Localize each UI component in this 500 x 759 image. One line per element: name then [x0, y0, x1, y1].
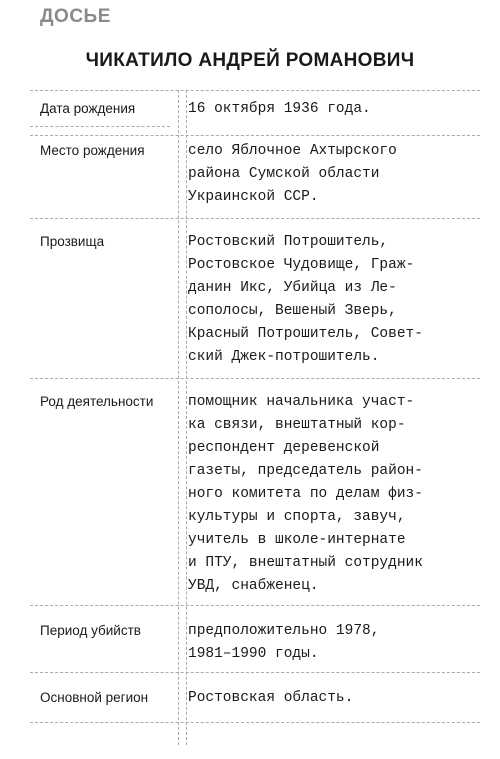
value-line: ного комитета по делам физ- — [188, 486, 423, 502]
divider — [30, 126, 170, 127]
divider — [30, 722, 480, 723]
value-line: респондент деревенской — [188, 440, 380, 456]
value-line: УВД, снабженец. — [188, 578, 319, 594]
divider — [30, 605, 480, 606]
divider — [30, 90, 480, 91]
field-label: Род деятельности — [40, 394, 154, 409]
divider — [30, 672, 480, 673]
value-line: данин Икс, Убийца из Ле- — [188, 280, 397, 296]
dossier-title: ЧИКАТИЛО АНДРЕЙ РОМАНОВИЧ — [85, 50, 415, 71]
field-value — [188, 391, 480, 598]
value-line: ский Джек-потрошитель. — [188, 349, 380, 365]
value-line: Ростовский Потрошитель, — [188, 234, 389, 250]
column-divider — [186, 90, 187, 745]
value-line: и ПТУ, внештатный сотрудник — [188, 555, 423, 571]
value-line: помощник начальника участ- — [188, 394, 415, 410]
field-value — [188, 620, 480, 666]
value-line: село Яблочное Ахтырского — [188, 143, 397, 159]
field-label: Прозвища — [40, 234, 105, 249]
field-label: Основной регион — [40, 690, 149, 705]
value-line: предположительно 1978, — [188, 623, 380, 639]
value-line: Красный Потрошитель, Совет- — [188, 326, 423, 342]
field-label: Период убийств — [40, 623, 141, 638]
value-line: Ростовское Чудовище, Граж- — [188, 257, 415, 273]
field-value — [188, 98, 480, 121]
value-line: 1981–1990 годы. — [188, 646, 319, 662]
value-line: ка связи, внештатный кор- — [188, 417, 406, 433]
field-label: Место рождения — [40, 143, 145, 158]
divider — [30, 378, 480, 379]
value-line: сополосы, Вешеный Зверь, — [188, 303, 397, 319]
divider — [30, 135, 480, 136]
section-label: ДОСЬЕ — [40, 6, 111, 27]
value-line: района Сумской области — [188, 166, 380, 182]
value-line: газеты, председатель район- — [188, 463, 423, 479]
column-divider — [178, 90, 179, 745]
value-line: Ростовская область. — [188, 690, 354, 706]
field-label: Дата рождения — [40, 101, 136, 116]
value-line: культуры и спорта, завуч, — [188, 509, 406, 525]
field-value — [188, 231, 480, 369]
dossier-card — [30, 90, 480, 745]
field-value — [188, 687, 480, 710]
divider — [30, 218, 480, 219]
value-line: Украинской ССР. — [188, 189, 319, 205]
value-line: учитель в школе-интернате — [188, 532, 406, 548]
field-value — [188, 140, 480, 209]
value-line: 16 октября 1936 года. — [188, 101, 371, 117]
